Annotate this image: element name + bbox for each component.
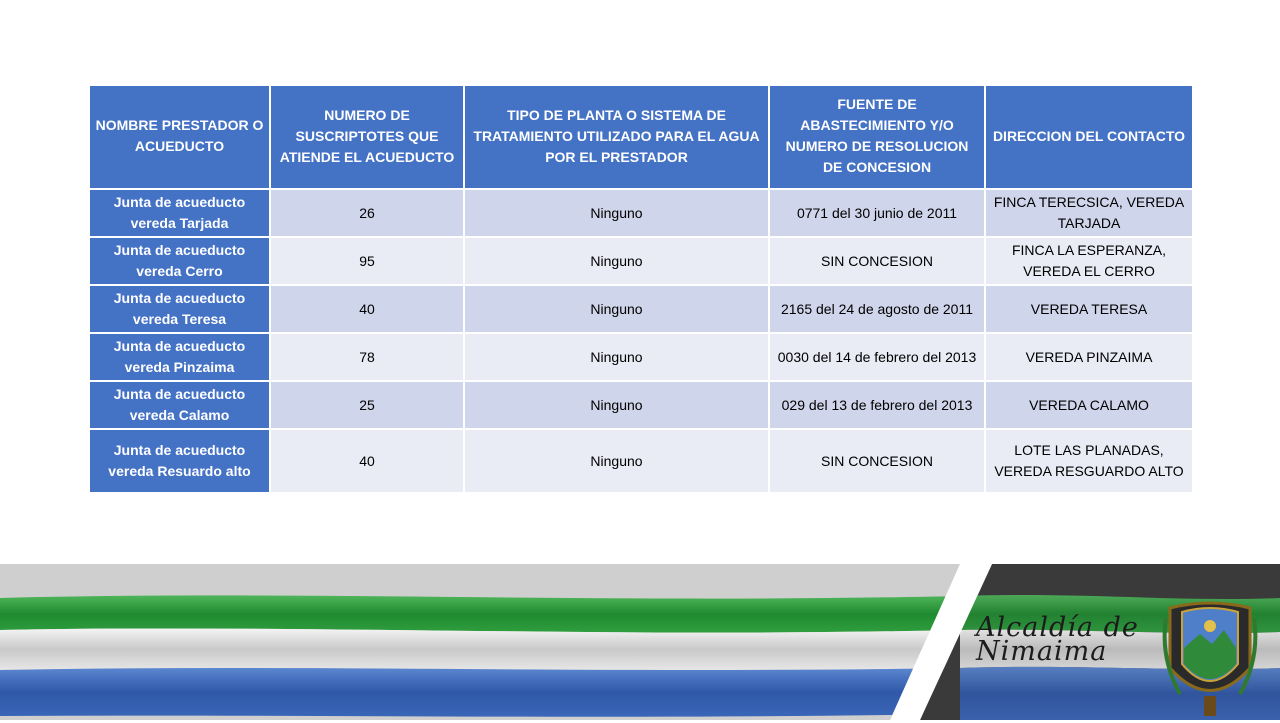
cell-provider-name: Junta de acueducto vereda Calamo xyxy=(89,381,270,429)
cell-subscribers: 26 xyxy=(270,189,464,237)
municipal-coat-of-arms-icon xyxy=(1160,598,1260,723)
aqueduct-table-container xyxy=(88,84,1192,494)
cell-contact-address: VEREDA TERESA xyxy=(985,285,1193,333)
cell-subscribers: 40 xyxy=(270,285,464,333)
cell-subscribers: 40 xyxy=(270,429,464,493)
cell-provider-name: Junta de acueducto vereda Tarjada xyxy=(89,189,270,237)
cell-subscribers: 78 xyxy=(270,333,464,381)
cell-plant-type: Ninguno xyxy=(464,189,769,237)
table-row xyxy=(89,429,1193,493)
cell-water-source: 0030 del 14 de febrero del 2013 xyxy=(769,333,985,381)
cell-water-source: SIN CONCESION xyxy=(769,429,985,493)
header-plant-type: TIPO DE PLANTA O SISTEMA DE TRATAMIENTO UTILIZADO PARA EL AGUA POR EL PRESTADOR xyxy=(464,85,769,189)
header-provider-name: NOMBRE PRESTADOR O ACUEDUCTO xyxy=(89,85,270,189)
brand-line-1: Alcaldía de xyxy=(976,612,1139,643)
cell-plant-type: Ninguno xyxy=(464,333,769,381)
header-water-source: FUENTE DE ABASTECIMIENTO Y/O NUMERO DE RESOLUCION DE CONCESION xyxy=(769,85,985,189)
cell-plant-type: Ninguno xyxy=(464,381,769,429)
cell-provider-name: Junta de acueducto vereda Cerro xyxy=(89,237,270,285)
cell-subscribers: 95 xyxy=(270,237,464,285)
cell-contact-address: FINCA TERECSICA, VEREDA TARJADA xyxy=(985,189,1193,237)
cell-provider-name: Junta de acueducto vereda Pinzaima xyxy=(89,333,270,381)
table-row xyxy=(89,189,1193,237)
table-row xyxy=(89,381,1193,429)
table-header-row xyxy=(89,85,1193,189)
table-row xyxy=(89,285,1193,333)
cell-plant-type: Ninguno xyxy=(464,429,769,493)
cell-contact-address: VEREDA PINZAIMA xyxy=(985,333,1193,381)
aqueduct-table xyxy=(88,84,1194,494)
cell-contact-address: VEREDA CALAMO xyxy=(985,381,1193,429)
cell-water-source: 029 del 13 de febrero del 2013 xyxy=(769,381,985,429)
municipality-wordmark xyxy=(976,612,1139,667)
cell-water-source: 0771 del 30 junio de 2011 xyxy=(769,189,985,237)
cell-contact-address: FINCA LA ESPERANZA, VEREDA EL CERRO xyxy=(985,237,1193,285)
cell-provider-name: Junta de acueducto vereda Teresa xyxy=(89,285,270,333)
cell-contact-address: LOTE LAS PLANADAS, VEREDA RESGUARDO ALTO xyxy=(985,429,1193,493)
cell-water-source: 2165 del 24 de agosto de 2011 xyxy=(769,285,985,333)
cell-plant-type: Ninguno xyxy=(464,285,769,333)
brand-line-2: Nimaima xyxy=(976,636,1108,667)
table-row xyxy=(89,333,1193,381)
cell-water-source: SIN CONCESION xyxy=(769,237,985,285)
cell-plant-type: Ninguno xyxy=(464,237,769,285)
cell-subscribers: 25 xyxy=(270,381,464,429)
header-contact-address: DIRECCION DEL CONTACTO xyxy=(985,85,1193,189)
header-subscribers: NUMERO DE SUSCRIPTOTES QUE ATIENDE EL ACUEDUCTO xyxy=(270,85,464,189)
cell-provider-name: Junta de acueducto vereda Resuardo alto xyxy=(89,429,270,493)
table-row xyxy=(89,237,1193,285)
